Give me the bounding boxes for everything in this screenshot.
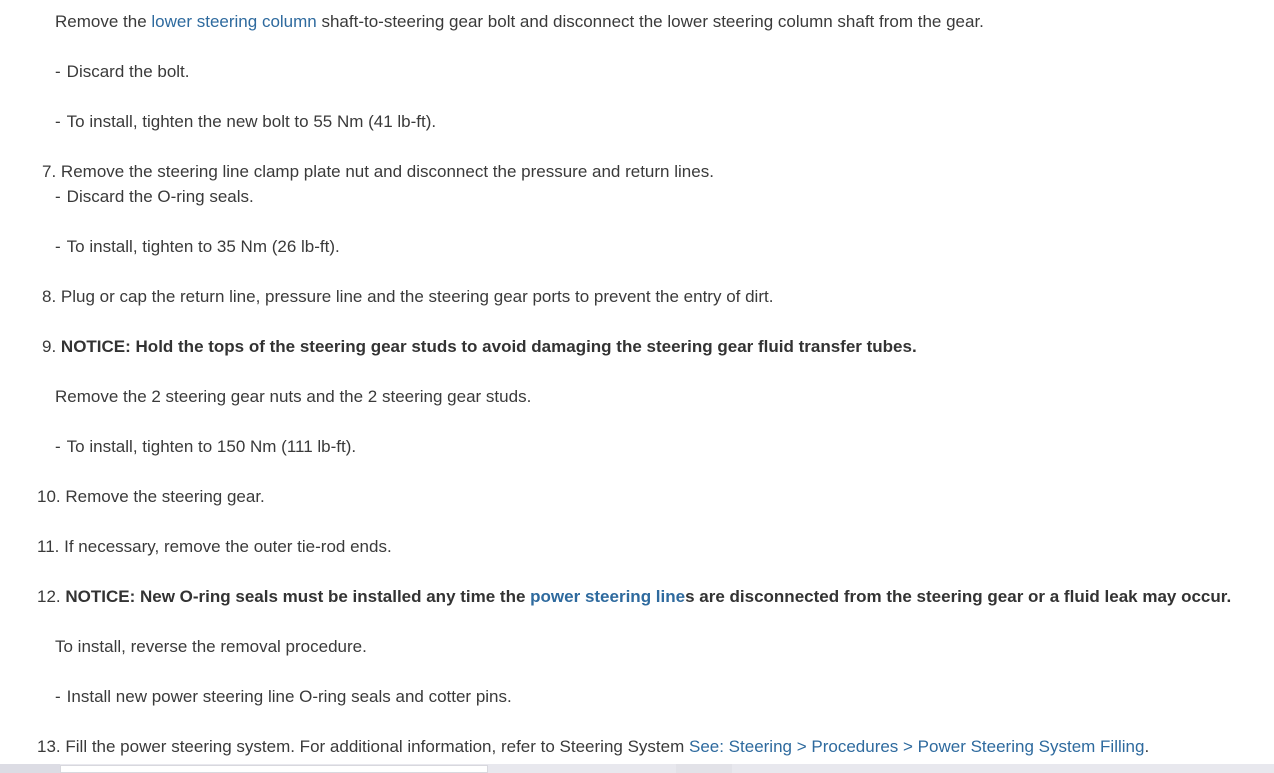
- step-number: 13.: [37, 737, 61, 756]
- step-7-bullet-1: - Discard the O-ring seals.: [55, 187, 254, 206]
- step-9-text: Remove the 2 steering gear nuts and the 2 steering gear studs.: [55, 387, 532, 406]
- step-12-text: To install, reverse the removal procedure.: [55, 637, 367, 656]
- step-number: 12.: [37, 587, 61, 606]
- step-7-bullet-2: - To install, tighten to 35 Nm (26 lb-ft).: [55, 237, 340, 256]
- step-9-notice: 9. NOTICE: Hold the tops of the steering gear studs to avoid damaging the steering gear fluid transfer tubes.: [42, 337, 917, 356]
- step-number: 7.: [42, 162, 57, 181]
- horizontal-scrollbar[interactable]: [0, 764, 1274, 773]
- step-11-text: 11. If necessary, remove the outer tie-rod ends.: [37, 537, 392, 556]
- step-8-text: 8. Plug or cap the return line, pressure line and the steering gear ports to prevent the entry of dirt.: [42, 287, 774, 306]
- step-13-text: 13. Fill the power steering system. For additional information, refer to Steering System See: Steering > Procedures > Power Steering System Filling.: [37, 737, 1150, 756]
- step-6-text: Remove the lower steering column shaft-to-steering gear bolt and disconnect the lower steering column shaft from the gear.: [55, 12, 984, 31]
- power-steering-filling-link[interactable]: See: Steering > Procedures > Power Steering System Filling: [688, 737, 1145, 756]
- scrollbar-track-left[interactable]: [0, 764, 60, 773]
- step-number: 9.: [42, 337, 57, 356]
- scrollbar-thumb[interactable]: [60, 765, 488, 773]
- scrollbar-track-segment[interactable]: [676, 764, 732, 773]
- lower-steering-column-link[interactable]: lower steering column: [151, 12, 317, 31]
- step-12-bullet-1: - Install new power steering line O-ring seals and cotter pins.: [55, 687, 512, 706]
- step-7-text: 7. Remove the steering line clamp plate nut and disconnect the pressure and return lines.: [42, 162, 714, 181]
- step-9-bullet-1: - To install, tighten to 150 Nm (111 lb-ft).: [55, 437, 357, 456]
- step-6-bullet-1: - Discard the bolt.: [55, 62, 190, 81]
- step-6-bullet-2: - To install, tighten the new bolt to 55 Nm (41 lb-ft).: [55, 112, 437, 131]
- step-number: 11.: [37, 537, 60, 556]
- step-12-notice: 12. NOTICE: New O-ring seals must be installed any time the power steering lines are disconnected from the steering gear or a fluid leak may occur.: [37, 587, 1232, 606]
- power-steering-line-link[interactable]: power steering line: [530, 587, 686, 606]
- step-10-text: 10. Remove the steering gear.: [37, 487, 265, 506]
- step-number: 10.: [37, 487, 61, 506]
- step-number: 8.: [42, 287, 57, 306]
